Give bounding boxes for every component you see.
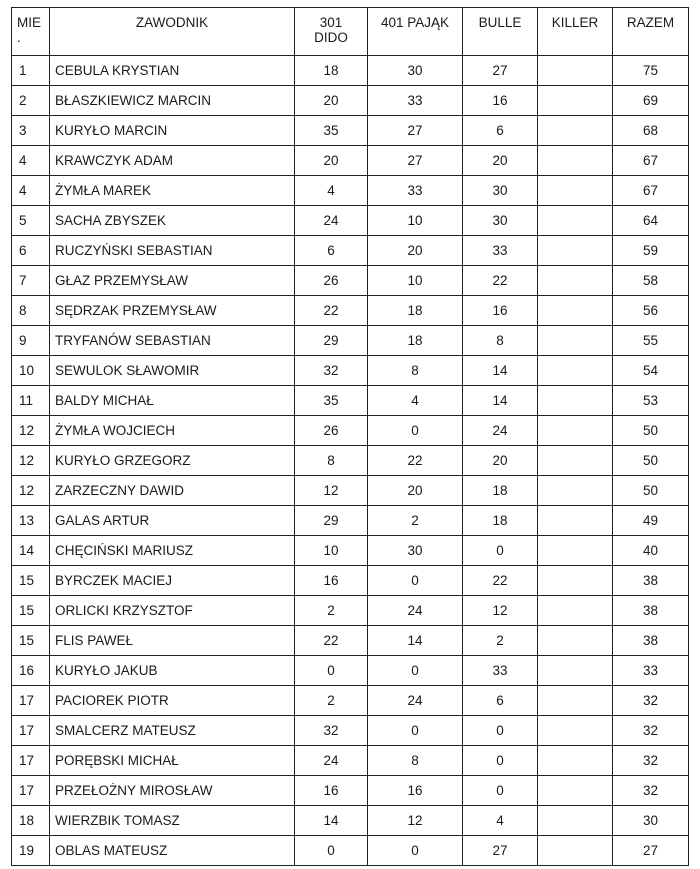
cell-401-pajak: 0 — [368, 416, 463, 446]
cell-killer — [538, 776, 613, 806]
cell-killer — [538, 116, 613, 146]
cell-total: 38 — [613, 566, 689, 596]
cell-301-dido: 29 — [295, 326, 368, 356]
cell-401-pajak: 2 — [368, 506, 463, 536]
cell-total: 38 — [613, 596, 689, 626]
cell-player-name: RUCZYŃSKI SEBASTIAN — [50, 236, 295, 266]
cell-total: 54 — [613, 356, 689, 386]
cell-301-dido: 35 — [295, 386, 368, 416]
cell-401-pajak: 10 — [368, 266, 463, 296]
cell-301-dido: 0 — [295, 836, 368, 866]
table-row — [12, 56, 689, 86]
header-bulle: BULLE — [463, 8, 538, 56]
cell-place: 8 — [12, 296, 50, 326]
cell-killer — [538, 686, 613, 716]
cell-place: 12 — [12, 446, 50, 476]
cell-place: 14 — [12, 536, 50, 566]
cell-total: 32 — [613, 716, 689, 746]
cell-place: 5 — [12, 206, 50, 236]
cell-bulle: 20 — [463, 446, 538, 476]
cell-301-dido: 22 — [295, 296, 368, 326]
cell-total: 58 — [613, 266, 689, 296]
table-row — [12, 626, 689, 656]
cell-301-dido: 2 — [295, 596, 368, 626]
cell-player-name: ORLICKI KRZYSZTOF — [50, 596, 295, 626]
cell-401-pajak: 4 — [368, 386, 463, 416]
cell-place: 4 — [12, 146, 50, 176]
cell-bulle: 6 — [463, 116, 538, 146]
cell-place: 11 — [12, 386, 50, 416]
cell-killer — [538, 626, 613, 656]
cell-301-dido: 16 — [295, 776, 368, 806]
cell-player-name: ŻYMŁA MAREK — [50, 176, 295, 206]
table-row — [12, 686, 689, 716]
cell-place: 12 — [12, 476, 50, 506]
cell-total: 30 — [613, 806, 689, 836]
cell-total: 68 — [613, 116, 689, 146]
cell-401-pajak: 12 — [368, 806, 463, 836]
cell-401-pajak: 0 — [368, 566, 463, 596]
results-table — [11, 7, 689, 866]
cell-301-dido: 20 — [295, 86, 368, 116]
cell-total: 55 — [613, 326, 689, 356]
cell-killer — [538, 176, 613, 206]
cell-401-pajak: 30 — [368, 56, 463, 86]
cell-player-name: GŁAZ PRZEMYSŁAW — [50, 266, 295, 296]
cell-301-dido: 4 — [295, 176, 368, 206]
cell-killer — [538, 506, 613, 536]
cell-player-name: KURYŁO GRZEGORZ — [50, 446, 295, 476]
cell-bulle: 16 — [463, 86, 538, 116]
cell-place: 15 — [12, 566, 50, 596]
table-row — [12, 116, 689, 146]
cell-place: 7 — [12, 266, 50, 296]
header-row — [12, 8, 689, 56]
cell-player-name: ZARZECZNY DAWID — [50, 476, 295, 506]
header-killer: KILLER — [538, 8, 613, 56]
cell-total: 40 — [613, 536, 689, 566]
cell-killer — [538, 536, 613, 566]
cell-killer — [538, 146, 613, 176]
cell-place: 4 — [12, 176, 50, 206]
cell-player-name: CEBULA KRYSTIAN — [50, 56, 295, 86]
table-row — [12, 146, 689, 176]
cell-401-pajak: 10 — [368, 206, 463, 236]
cell-301-dido: 20 — [295, 146, 368, 176]
cell-bulle: 20 — [463, 146, 538, 176]
table-row — [12, 206, 689, 236]
cell-total: 75 — [613, 56, 689, 86]
cell-bulle: 6 — [463, 686, 538, 716]
cell-player-name: KRAWCZYK ADAM — [50, 146, 295, 176]
cell-player-name: KURYŁO MARCIN — [50, 116, 295, 146]
cell-killer — [538, 476, 613, 506]
cell-401-pajak: 8 — [368, 356, 463, 386]
cell-total: 33 — [613, 656, 689, 686]
cell-301-dido: 2 — [295, 686, 368, 716]
cell-place: 2 — [12, 86, 50, 116]
cell-total: 38 — [613, 626, 689, 656]
table-row — [12, 806, 689, 836]
cell-301-dido: 26 — [295, 266, 368, 296]
cell-place: 17 — [12, 686, 50, 716]
cell-place: 1 — [12, 56, 50, 86]
cell-301-dido: 8 — [295, 446, 368, 476]
cell-total: 67 — [613, 176, 689, 206]
table-row — [12, 716, 689, 746]
table-row — [12, 296, 689, 326]
table-row — [12, 266, 689, 296]
cell-401-pajak: 8 — [368, 746, 463, 776]
cell-401-pajak: 16 — [368, 776, 463, 806]
cell-killer — [538, 656, 613, 686]
cell-killer — [538, 596, 613, 626]
table-row — [12, 236, 689, 266]
cell-player-name: TRYFANÓW SEBASTIAN — [50, 326, 295, 356]
cell-total: 49 — [613, 506, 689, 536]
cell-total: 59 — [613, 236, 689, 266]
table-row — [12, 476, 689, 506]
cell-bulle: 12 — [463, 596, 538, 626]
cell-player-name: PACIOREK PIOTR — [50, 686, 295, 716]
cell-301-dido: 0 — [295, 656, 368, 686]
cell-401-pajak: 24 — [368, 686, 463, 716]
cell-place: 12 — [12, 416, 50, 446]
table-row — [12, 536, 689, 566]
header-player: ZAWODNIK — [50, 8, 295, 56]
cell-total: 50 — [613, 446, 689, 476]
cell-total: 64 — [613, 206, 689, 236]
cell-killer — [538, 416, 613, 446]
cell-killer — [538, 386, 613, 416]
cell-301-dido: 35 — [295, 116, 368, 146]
cell-killer — [538, 806, 613, 836]
cell-player-name: ŻYMŁA WOJCIECH — [50, 416, 295, 446]
cell-killer — [538, 86, 613, 116]
cell-player-name: BŁASZKIEWICZ MARCIN — [50, 86, 295, 116]
table-row — [12, 386, 689, 416]
cell-place: 15 — [12, 626, 50, 656]
cell-401-pajak: 33 — [368, 86, 463, 116]
cell-place: 16 — [12, 656, 50, 686]
cell-401-pajak: 14 — [368, 626, 463, 656]
cell-401-pajak: 18 — [368, 326, 463, 356]
cell-place: 19 — [12, 836, 50, 866]
table-row — [12, 656, 689, 686]
cell-401-pajak: 0 — [368, 716, 463, 746]
cell-player-name: BYRCZEK MACIEJ — [50, 566, 295, 596]
cell-bulle: 4 — [463, 806, 538, 836]
cell-player-name: CHĘCIŃSKI MARIUSZ — [50, 536, 295, 566]
cell-player-name: KURYŁO JAKUB — [50, 656, 295, 686]
cell-place: 17 — [12, 776, 50, 806]
cell-bulle: 27 — [463, 56, 538, 86]
header-total: RAZEM — [613, 8, 689, 56]
cell-301-dido: 14 — [295, 806, 368, 836]
header-place — [12, 8, 50, 56]
table-row — [12, 176, 689, 206]
header-301-dido-line1: 301 — [319, 15, 343, 30]
cell-401-pajak: 27 — [368, 116, 463, 146]
cell-place: 10 — [12, 356, 50, 386]
cell-total: 32 — [613, 746, 689, 776]
cell-bulle: 33 — [463, 236, 538, 266]
cell-total: 67 — [613, 146, 689, 176]
cell-killer — [538, 266, 613, 296]
cell-401-pajak: 24 — [368, 596, 463, 626]
cell-total: 32 — [613, 776, 689, 806]
header-place-line1: MIE — [17, 15, 42, 30]
cell-place: 15 — [12, 596, 50, 626]
cell-bulle: 27 — [463, 836, 538, 866]
cell-killer — [538, 296, 613, 326]
cell-301-dido: 6 — [295, 236, 368, 266]
cell-killer — [538, 56, 613, 86]
cell-bulle: 24 — [463, 416, 538, 446]
cell-total: 53 — [613, 386, 689, 416]
cell-bulle: 18 — [463, 476, 538, 506]
cell-301-dido: 24 — [295, 206, 368, 236]
cell-bulle: 30 — [463, 176, 538, 206]
cell-bulle: 8 — [463, 326, 538, 356]
cell-301-dido: 32 — [295, 356, 368, 386]
table-row — [12, 446, 689, 476]
cell-301-dido: 24 — [295, 746, 368, 776]
cell-killer — [538, 836, 613, 866]
table-row — [12, 836, 689, 866]
cell-player-name: OBLAS MATEUSZ — [50, 836, 295, 866]
header-401-pajak: 401 PAJĄK — [368, 8, 463, 56]
cell-401-pajak: 18 — [368, 296, 463, 326]
table-row — [12, 776, 689, 806]
cell-bulle: 18 — [463, 506, 538, 536]
cell-total: 50 — [613, 416, 689, 446]
cell-bulle: 14 — [463, 356, 538, 386]
cell-301-dido: 26 — [295, 416, 368, 446]
cell-player-name: SMALCERZ MATEUSZ — [50, 716, 295, 746]
cell-bulle: 14 — [463, 386, 538, 416]
cell-bulle: 0 — [463, 746, 538, 776]
cell-401-pajak: 27 — [368, 146, 463, 176]
cell-player-name: PRZEŁOŻNY MIROSŁAW — [50, 776, 295, 806]
cell-bulle: 33 — [463, 656, 538, 686]
cell-bulle: 0 — [463, 536, 538, 566]
cell-place: 9 — [12, 326, 50, 356]
cell-player-name: WIERZBIK TOMASZ — [50, 806, 295, 836]
cell-bulle: 22 — [463, 266, 538, 296]
cell-301-dido: 10 — [295, 536, 368, 566]
cell-killer — [538, 566, 613, 596]
cell-301-dido: 12 — [295, 476, 368, 506]
cell-killer — [538, 716, 613, 746]
cell-total: 32 — [613, 686, 689, 716]
cell-player-name: SACHA ZBYSZEK — [50, 206, 295, 236]
table-row — [12, 506, 689, 536]
cell-401-pajak: 33 — [368, 176, 463, 206]
table-row — [12, 86, 689, 116]
cell-301-dido: 32 — [295, 716, 368, 746]
header-301-dido-line2: DIDO — [314, 30, 348, 45]
cell-place: 17 — [12, 746, 50, 776]
cell-301-dido: 18 — [295, 56, 368, 86]
table-row — [12, 746, 689, 776]
cell-total: 50 — [613, 476, 689, 506]
cell-place: 6 — [12, 236, 50, 266]
cell-401-pajak: 0 — [368, 656, 463, 686]
cell-killer — [538, 356, 613, 386]
cell-total: 27 — [613, 836, 689, 866]
cell-401-pajak: 30 — [368, 536, 463, 566]
cell-401-pajak: 0 — [368, 836, 463, 866]
cell-place: 17 — [12, 716, 50, 746]
cell-player-name: PORĘBSKI MICHAŁ — [50, 746, 295, 776]
cell-place: 18 — [12, 806, 50, 836]
cell-player-name: SEWULOK SŁAWOMIR — [50, 356, 295, 386]
cell-301-dido: 16 — [295, 566, 368, 596]
cell-bulle: 0 — [463, 716, 538, 746]
cell-total: 56 — [613, 296, 689, 326]
results-body — [12, 56, 689, 866]
table-row — [12, 416, 689, 446]
cell-killer — [538, 746, 613, 776]
cell-total: 69 — [613, 86, 689, 116]
cell-bulle: 2 — [463, 626, 538, 656]
cell-bulle: 0 — [463, 776, 538, 806]
cell-player-name: SĘDRZAK PRZEMYSŁAW — [50, 296, 295, 326]
results-sheet — [11, 7, 689, 866]
cell-401-pajak: 20 — [368, 476, 463, 506]
cell-bulle: 22 — [463, 566, 538, 596]
cell-killer — [538, 446, 613, 476]
cell-player-name: BALDY MICHAŁ — [50, 386, 295, 416]
cell-301-dido: 22 — [295, 626, 368, 656]
cell-place: 13 — [12, 506, 50, 536]
header-place-line2: . — [17, 30, 21, 45]
cell-player-name: FLIS PAWEŁ — [50, 626, 295, 656]
cell-player-name: GALAS ARTUR — [50, 506, 295, 536]
cell-killer — [538, 326, 613, 356]
cell-bulle: 30 — [463, 206, 538, 236]
cell-bulle: 16 — [463, 296, 538, 326]
cell-killer — [538, 206, 613, 236]
cell-401-pajak: 22 — [368, 446, 463, 476]
cell-401-pajak: 20 — [368, 236, 463, 266]
cell-place: 3 — [12, 116, 50, 146]
table-row — [12, 356, 689, 386]
table-row — [12, 326, 689, 356]
header-301-dido — [295, 8, 368, 56]
table-row — [12, 566, 689, 596]
cell-301-dido: 29 — [295, 506, 368, 536]
cell-killer — [538, 236, 613, 266]
table-row — [12, 596, 689, 626]
